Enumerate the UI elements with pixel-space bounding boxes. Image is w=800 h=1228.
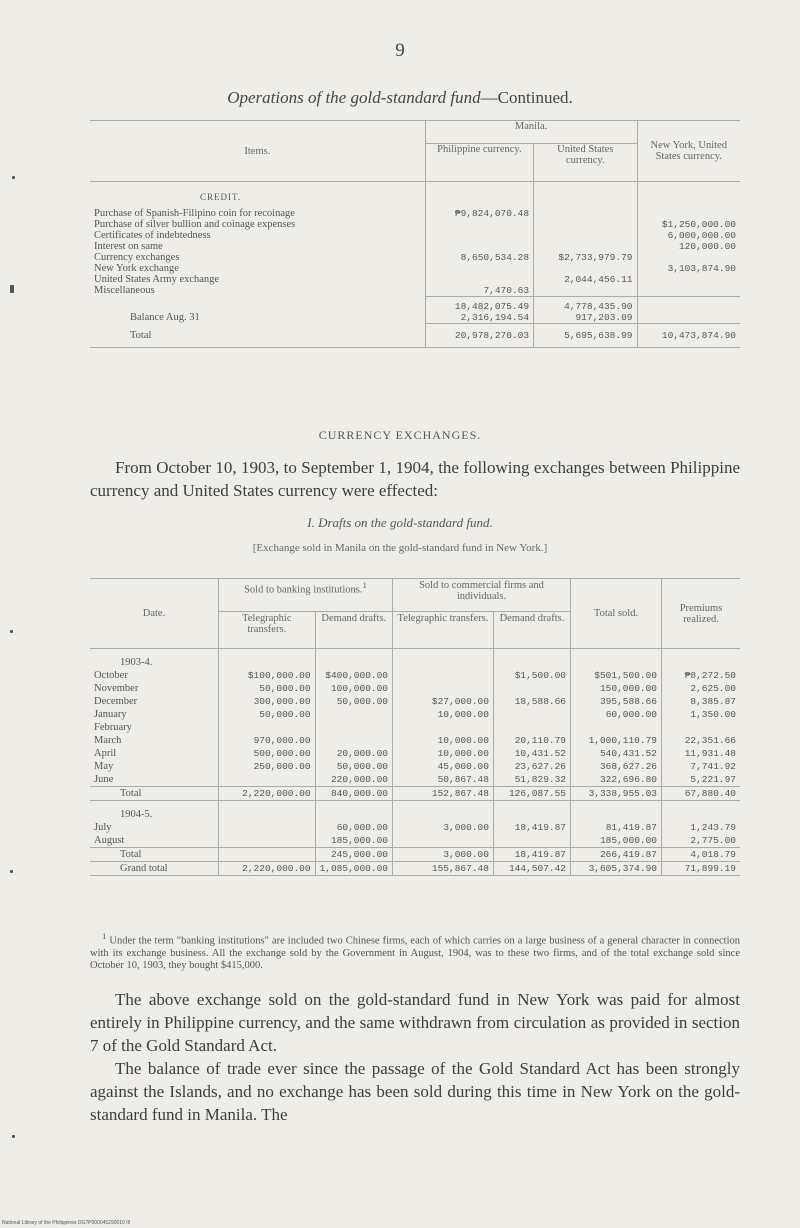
col-banking-dd: Demand drafts.: [315, 612, 392, 649]
col-commercial-dd: Demand drafts.: [493, 612, 570, 649]
scan-mark: [12, 176, 15, 179]
scan-mark: [10, 870, 13, 873]
drafts-subtitle: I. Drafts on the gold-standard fund.: [307, 515, 493, 530]
scan-credit: National Library of the Philippines DG7P000045290010 III: [2, 1220, 131, 1226]
table-heading-continued: —Continued.: [480, 88, 573, 107]
col-us-currency: United States currency.: [534, 144, 637, 182]
total-row: Total 2,220,000.00 840,000.00 152,867.48 126,087.55 3,338,955.03 67,880.40: [90, 787, 740, 801]
balance-row: Balance Aug. 31 2,316,194.54 917,203.09: [90, 312, 740, 324]
intro-paragraph: From October 10, 1903, to September 1, 1904, the following exchanges between Philippine currency and United States currency were effected:: [90, 458, 740, 500]
drafts-subnote: [Exchange sold in Manila on the gold-standard fund in New York.]: [252, 542, 548, 554]
col-banking-tt: Telegraphic transfers.: [219, 612, 316, 649]
col-premiums: Premiums realized.: [662, 579, 741, 649]
scan-mark: [10, 285, 14, 293]
body-paragraphs: [90, 988, 740, 1126]
table-heading-italic: Operations of the gold-standard fund: [227, 88, 481, 107]
table-row: October $100,000.00 $400,000.00 $1,500.00 $501,500.00 ₱8,272.50: [90, 669, 740, 682]
table-row: Certificates of indebtedness 6,000,000.00: [90, 230, 740, 241]
footnote: $^1$ Under the term "banking institutions" are included two Chinese firms, each of which carries on a large business of a general character in connection with its exchange business. All the exchange sold by the Government in August, 1904, was to these two firms, and of the total exchange sold since October 10, 1903, they bought $415,000.: [90, 931, 740, 971]
col-date: Date.: [90, 579, 219, 649]
scan-mark: [10, 630, 13, 633]
table-row: New York exchange 3,103,874.90: [90, 263, 740, 274]
table-row: United States Army exchange 2,044,456.11: [90, 274, 740, 285]
grand-total-row: Grand total 2,220,000.00 1,085,000.00 155,867.48 144,507.42 3,605,374.90 71,899.19: [90, 862, 740, 876]
table-row: March 970,000.00 10,000.00 20,110.79 1,000,110.79 22,351.66: [90, 734, 740, 747]
total-row: Total 245,000.00 3,000.00 18,419.87 266,419.87 4,018.79: [90, 848, 740, 862]
currency-exchanges-table: [90, 578, 740, 876]
table-row: Purchase of Spanish-Filipino coin for recoinage ₱9,824,070.48: [90, 208, 740, 219]
scan-mark: [12, 1135, 15, 1138]
col-commercial: Sold to commercial firms and individuals.: [393, 579, 571, 612]
col-commercial-tt: Telegraphic transfers.: [393, 612, 494, 649]
total-row: Total 20,978,270.03 5,695,638.99 10,473,874.90: [90, 324, 740, 348]
col-total-sold: Total sold.: [571, 579, 662, 649]
table-heading: [0, 88, 800, 108]
currency-exchanges-heading: CURRENCY EXCHANGES.: [318, 428, 482, 442]
gold-fund-operations-table: [90, 120, 740, 348]
table-row: December 300,000.00 50,000.00 $27,000.00 18,588.66 395,588.66 8,385.87: [90, 695, 740, 708]
table-row: July 60,000.00 3,000.00 18,419.87 81,419.87 1,243.79: [90, 821, 740, 834]
col-new-york: New York, United States currency.: [637, 121, 740, 182]
table-row: Interest on same 120,000.00: [90, 241, 740, 252]
table-row: November 50,000.00 100,000.00 150,000.00 2,625.00: [90, 682, 740, 695]
paragraph-balance-of-trade: The balance of trade ever since the passage of the Gold Standard Act has been strongly against the Islands, and no exchange has been sold during this time in New York on the gold-standard fund in Manila. The: [90, 1059, 740, 1124]
table-row: Currency exchanges 8,650,534.28 $2,733,979.79: [90, 252, 740, 263]
section-credit: CREDIT.: [200, 192, 242, 202]
table-row: Purchase of silver bullion and coinage expenses $1,250,000.00: [90, 219, 740, 230]
year-label: 1904-5.: [120, 809, 153, 820]
footnote-mark: 1: [102, 931, 107, 941]
table-row: June 220,000.00 50,867.48 51,829.32 322,696.80 5,221.97: [90, 773, 740, 787]
subtotal-us: 4,778,435.90: [534, 297, 637, 313]
col-manila: Manila.: [425, 121, 637, 144]
year-label: 1903-4.: [120, 657, 153, 668]
subtotal-row: [90, 297, 740, 313]
table-row: April 500,000.00 20,000.00 10,000.00 10,431.52 540,431.52 11,931.48: [90, 747, 740, 760]
table-row: February: [90, 721, 740, 734]
col-banking: Sold to banking institutions.$^1$: [219, 579, 393, 612]
page-number: 9: [395, 40, 405, 61]
col-philippine-currency: Philippine currency.: [425, 144, 533, 182]
table-row: August 185,000.00 185,000.00 2,775.00: [90, 834, 740, 848]
table-row: January 50,000.00 10,000.00 60,000.00 1,350.00: [90, 708, 740, 721]
col-items: Items.: [90, 121, 425, 182]
subtotal-ph: 18,482,075.49: [425, 297, 533, 313]
paragraph-payment: The above exchange sold on the gold-standard fund in New York was paid for almost entirely in Philippine currency, and the same withdrawn from circulation as provided in section 7 of the Gold Standard Act.: [90, 990, 740, 1055]
table-row: May 250,000.00 50,000.00 45,000.00 23,627.26 368,627.26 7,741.92: [90, 760, 740, 773]
table-row: Miscellaneous 7,470.63: [90, 285, 740, 297]
